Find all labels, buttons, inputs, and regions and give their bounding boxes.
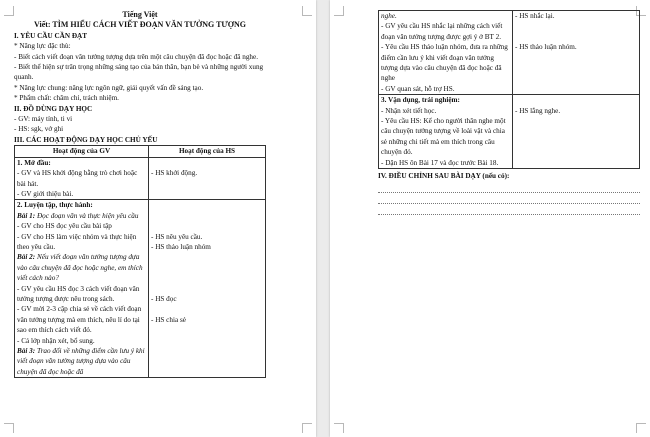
gv-line: - GV mời 2-3 cặp chia sẻ về cách viết đoạn văn tưởng tượng mà em thích, nêu lí do tại sao em thích cách viết đó.	[17, 305, 142, 335]
exercise-label: Bài 2:	[17, 253, 36, 262]
sec1-line: * Phẩm chất: chăm chỉ, trách nhiệm.	[14, 94, 119, 103]
cell-gv	[379, 95, 513, 169]
hs-line: - HS đọc	[151, 294, 177, 303]
exercise-2	[17, 252, 146, 283]
sec1-line: * Năng lực chung: năng lực ngôn ngữ, giải quyết vấn đề sáng tạo.	[14, 83, 204, 92]
document-page-right	[330, 0, 650, 437]
sec1-line: - Biết cách viết đoạn văn tưởng tượng dựa trên một câu chuyện đã đọc hoặc đã nghe.	[14, 52, 259, 61]
cell-hs	[513, 11, 640, 95]
exercise-1	[17, 211, 146, 221]
crop-mark-bottom-right	[636, 423, 646, 433]
crop-mark-top-right	[302, 6, 312, 16]
crop-mark-bottom-left	[334, 423, 344, 433]
table-row-continued	[379, 11, 640, 95]
gv-line: - GV giới thiệu bài.	[17, 189, 74, 198]
hs-line: - HS nhắc lại.	[515, 12, 555, 20]
cell-gv	[15, 200, 149, 378]
gv-line: - GV yêu cầu HS nhắc lại những cách viết đoạn văn tưởng tượng được gợi ý ở BT 2.	[381, 22, 503, 41]
hs-line: - HS thảo luận nhóm	[151, 242, 211, 251]
cell-gv	[15, 157, 149, 200]
exercise-label: Bài 3:	[17, 347, 36, 355]
crop-mark-top-left	[334, 6, 344, 16]
sec2-line: - GV: máy tính, ti vi	[14, 115, 73, 124]
section-4-heading: IV. ĐIỀU CHỈNH SAU BÀI DẠY (nếu có):	[378, 172, 510, 181]
hs-line: - HS nêu yêu cầu.	[151, 232, 203, 241]
dotted-line	[378, 204, 640, 215]
gv-line: - GV và HS khởi động bằng trò chơi hoặc bài hát.	[17, 169, 138, 188]
gv-line: - Dặn HS ôn Bài 17 và đọc trước Bài 18.	[381, 158, 499, 167]
crop-mark-bottom-left	[4, 423, 14, 433]
gv-line: nghe.	[381, 12, 397, 20]
gv-line: - Cả lớp nhận xét, bổ sung.	[17, 336, 95, 345]
activity-heading: 2. Luyện tập, thực hành:	[17, 201, 93, 210]
gv-line: - GV cho HS làm việc nhóm và thực hiện theo yêu cầu.	[17, 232, 137, 251]
sec2-line: - HS: sgk, vở ghi	[14, 125, 64, 134]
cell-gv	[379, 11, 513, 95]
section-3-heading: III. CÁC HOẠT ĐỘNG DẠY HỌC CHỦ YẾU	[14, 135, 158, 144]
exercise-text: Đọc đoạn văn và thực hiện yêu cầu	[35, 211, 139, 220]
subject-title: Tiếng Việt	[122, 10, 158, 19]
exercise-3	[17, 346, 146, 377]
lesson-title: Viết: TÌM HIỂU CÁCH VIẾT ĐOẠN VĂN TƯỞNG TƯỢNG	[33, 20, 247, 30]
sec1-line: * Năng lực đặc thù:	[14, 42, 71, 51]
activity-heading: 3. Vận dụng, trải nghiệm:	[381, 96, 460, 105]
cell-hs	[149, 200, 266, 378]
dotted-line	[378, 193, 640, 204]
exercise-label: Bài 1:	[17, 211, 36, 220]
section-2-heading: II. ĐỒ DÙNG DẠY HỌC	[14, 104, 93, 113]
exercise-text: Nếu viết đoạn văn tưởng tượng dựa vào câu chuyện đã đọc hoặc nghe, em thích viết cách nào?	[17, 253, 143, 283]
section-1-heading: I. YÊU CẦU CẦN ĐẠT	[14, 31, 88, 40]
gv-line: - GV cho HS đọc yêu cầu bài tập	[17, 222, 112, 231]
right-page-content	[378, 10, 640, 215]
table-row-van-dung	[379, 95, 640, 169]
table-row-mo-dau	[15, 157, 266, 200]
hs-line: - HS khởi động.	[151, 169, 198, 178]
gv-line: - GV quan sát, hỗ trợ HS.	[381, 84, 455, 93]
activities-table	[14, 145, 266, 378]
crop-mark-bottom-right	[302, 423, 312, 433]
cell-hs	[513, 95, 640, 169]
hs-line: - HS lắng nghe.	[515, 106, 561, 115]
table-row-luyen-tap	[15, 200, 266, 378]
table-header-row	[15, 146, 266, 157]
header-hs: Hoạt động của HS	[149, 146, 266, 157]
hs-line: - HS chia sẻ	[151, 315, 186, 324]
document-page-left	[0, 0, 316, 437]
activity-heading: 1. Mở đầu:	[17, 158, 51, 167]
sec1-line: - Biết thể hiện sự trân trọng những sáng tạo của bản thân, bạn bè và những người xung quanh.	[14, 63, 264, 82]
left-page-content	[14, 10, 266, 378]
gv-line: - GV yêu cầu HS đọc 3 cách viết đoạn văn tưởng tượng được nêu trong sách.	[17, 284, 140, 303]
gv-line: - Nhận xét tiết học.	[381, 106, 437, 115]
gv-line: - Yêu cầu HS thảo luận nhóm, đưa ra những điểm cần lưu ý khi viết đoạn văn tưởng tượng dựa vào câu chuyện đã đọc hoặc đã nghe	[381, 43, 508, 83]
exercise-text: Trao đổi về những điểm cần lưu ý khi viết đoạn văn tưởng tượng dựa vào câu chuyện đã đọc hoặc đã	[17, 347, 145, 376]
header-gv: Hoạt động của GV	[15, 146, 149, 157]
activities-table-continued	[378, 10, 640, 169]
dotted-line	[378, 182, 640, 193]
crop-mark-top-left	[4, 6, 14, 16]
cell-hs	[149, 157, 266, 200]
hs-line: - HS thảo luận nhóm.	[515, 43, 577, 52]
gv-line: - Yêu cầu HS: Kể cho người thân nghe một câu chuyện tưởng tượng về loài vật và chia sẻ những chi tiết mà em thích trong câu chuyện đó.	[381, 117, 506, 157]
